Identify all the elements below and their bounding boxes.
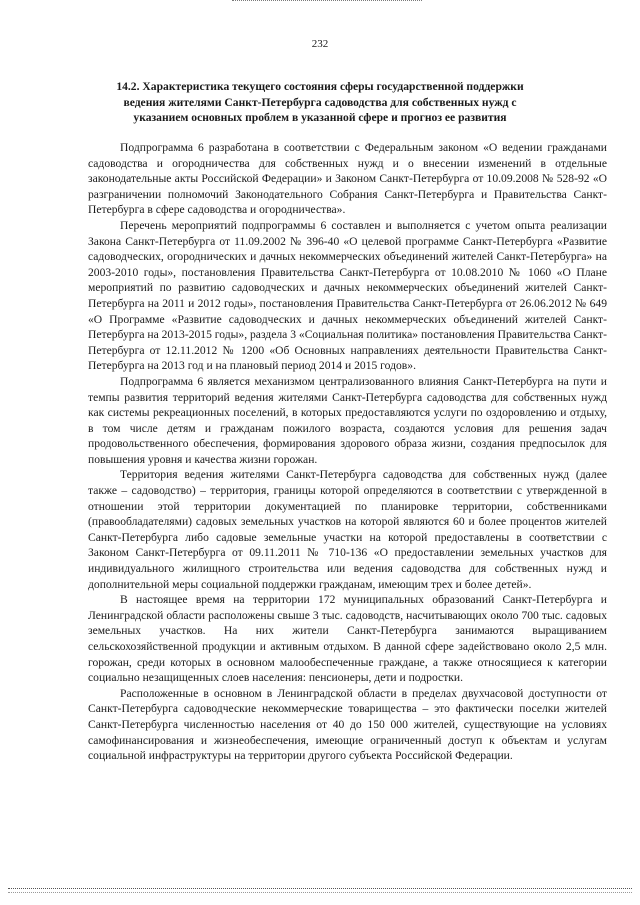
paragraph-1: Подпрограмма 6 разработана в соответствии с Федеральным законом «О ведении гражданами садоводства и огородничества для собственных нужд и о внесении изменений в отдельные законодательные акты Российской Федерации» и Законом Санкт-Петербурга от 10.09.2008 № 528-92 «О разграничении полномочий Законодательного Собрания Санкт-Петербурга и Правительства Санкт-Петербурга в сфере садоводства и огородничества». <box>88 141 607 217</box>
paragraph-6: Расположенные в основном в Ленинградской области в пределах двухчасовой доступности от Санкт-Петербурга садоводческие некоммерческие товарищества – это фактически поселки жителей Санкт-Петербурга численностью населения от 40 до 150 000 жителей, существующие на условиях самофинансирования и жизнеобеспечения, имеющие ограниченный доступ к объектам и услугам социальной инфраструктуры на территории другого субъекта Российской Федерации. <box>88 686 607 763</box>
scan-bottom-edge-inner <box>8 892 632 893</box>
scan-bottom-edge <box>8 888 632 889</box>
document-body <box>88 140 607 764</box>
paragraph-4: Территория ведения жителями Санкт-Петербурга садоводства для собственных нужд (далее также – садоводство) – территория, границы которой определяются в соответствии с утвержденной в отношении этой территории документацией по планировке территории, собственниками (правообладателями) садовых земельных участков на которой являются 60 и более процентов жителей Санкт-Петербурга либо садовые земельные участки на которой предоставлены в соответствии с Законом Санкт-Петербурга от 09.11.2011 № 710-136 «О предоставлении земельных участков для индивидуального жилищного строительства или ведения садоводства для собственных нужд и дополнительной меры социальной поддержки гражданам, имеющим трех и более детей». <box>88 468 607 591</box>
paragraph-5: В настоящее время на территории 172 муниципальных образований Санкт-Петербурга и Ленинградской области расположены свыше 3 тыс. садоводств, насчитывающих около 700 тыс. садовых земельных участков. На них жители Санкт-Петербурга занимаются выращиванием сельскохозяйственной продукции и активным отдыхом. В данной сфере задействовано около 2,5 млн. горожан, среди которых в основном малообеспеченные граждане, а также относящиеся к категории социально незащищенных слоев населения: пенсионеры, дети и подростки. <box>88 593 607 685</box>
paragraph-2: Перечень мероприятий подпрограммы 6 составлен и выполняется с учетом опыта реализации Закона Санкт-Петербурга от 11.09.2002 № 396-40 «О целевой программе Санкт-Петербурга «Развитие садоводческих, огороднических и дачных некоммерческих объединений жителей Санкт-Петербурга» на 2003-2010 годы», постановления Правительства Санкт-Петербурга от 10.08.2010 № 1060 «О Плане мероприятий по развитию садоводческих и дачных некоммерческих объединений жителей Санкт-Петербурга на 2011 и 2012 годы», постановления Правительства Санкт-Петербурга от 26.06.2012 № 649 «О Программе «Развитие садоводческих и дачных некоммерческих объединений жителей Санкт-Петербурга на 2013-2015 годы», раздела 3 «Социальная политика» постановления Правительства Санкт-Петербурга от 12.11.2012 № 1200 «Об Основных направлениях деятельности Правительства Санкт-Петербурга на 2013 год и на плановый период 2014 и 2015 годов». <box>88 218 607 373</box>
page-number: 232 <box>311 38 329 50</box>
scan-top-edge <box>232 0 422 1</box>
section-title: 14.2. Характеристика текущего состояния сферы государственной поддержки ведения жителями Санкт-Петербурга садоводства для собственных нужд с указанием основных проблем в указанной сфере и прогноз ее развития <box>116 80 524 124</box>
paragraph-3: Подпрограмма 6 является механизмом централизованного влияния Санкт-Петербурга на пути и темпы развития территорий ведения жителями Санкт-Петербурга садоводства для собственных нужд как системы рекреационных поселений, в которых предоставляются услуги по оздоровлению и отдыху, в том числе детям и гражданам пожилого возраста, создаются условия для решения задач продовольственного обеспечения, формирования здорового образа жизни, создания предпосылок для повышения уровня и качества жизни горожан. <box>88 374 607 466</box>
